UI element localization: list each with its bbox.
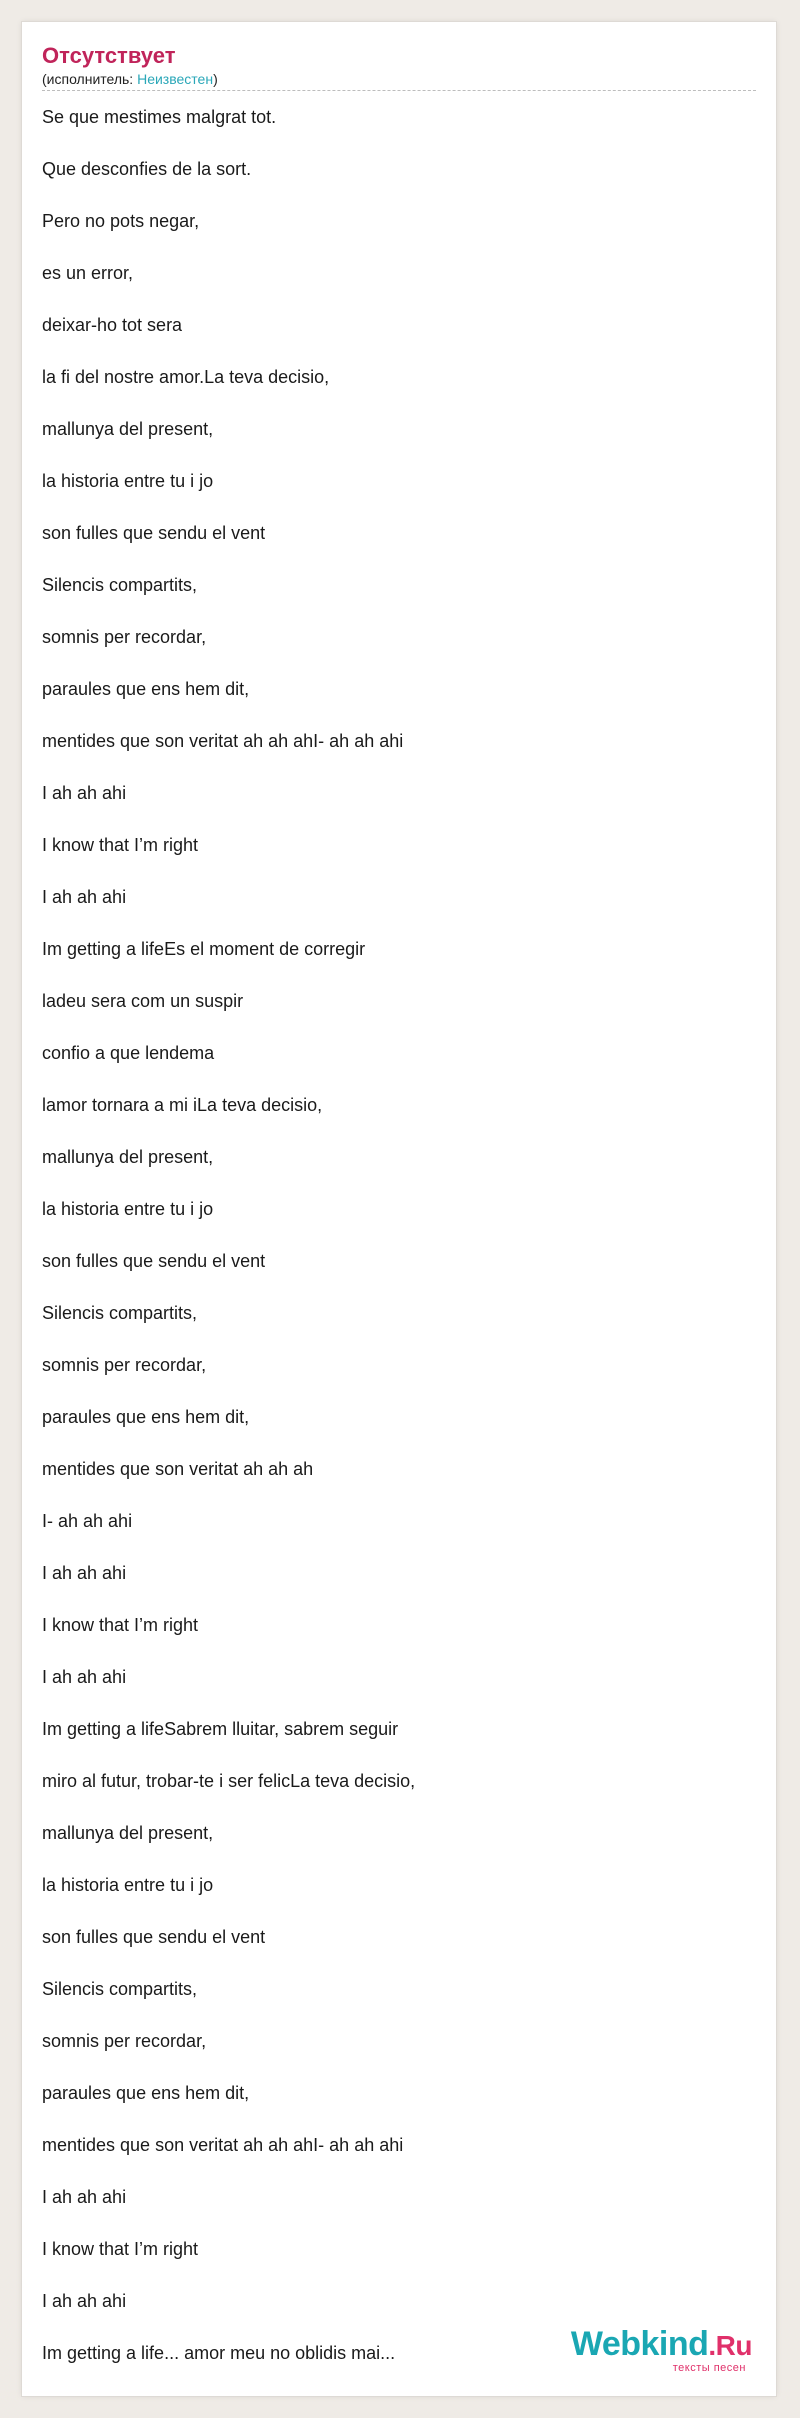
lyric-line: I know that I’m right [42, 1615, 199, 1635]
lyric-line: mallunya del present, [42, 1823, 214, 1843]
lyric-line: mentides que son veritat ah ah ahI- ah ah ahi [42, 2135, 404, 2155]
lyric-line: somnis per recordar, [42, 1355, 207, 1375]
lyric-line: ladeu sera com un suspir [42, 991, 244, 1011]
logo-tld: .Ru [708, 2330, 752, 2361]
lyric-line: paraules que ens hem dit, [42, 1407, 250, 1427]
lyric-line: I ah ah ahi [42, 887, 127, 907]
lyric-line: lamor tornara a mi iLa teva decisio, [42, 1095, 323, 1115]
logo-wordmark [571, 2324, 752, 2366]
webkind-logo[interactable] [562, 2324, 752, 2374]
song-header [42, 42, 756, 91]
lyric-line: somnis per recordar, [42, 627, 207, 647]
lyric-line: son fulles que sendu el vent [42, 1251, 266, 1271]
lyric-line: I ah ah ahi [42, 1563, 127, 1583]
lyric-line: somnis per recordar, [42, 2031, 207, 2051]
lyric-line: I know that I’m right [42, 835, 199, 855]
lyric-line: Im getting a life... amor meu no oblidis mai... [42, 2343, 396, 2363]
lyric-line: mentides que son veritat ah ah ahI- ah ah ahi [42, 731, 404, 751]
lyric-line: I ah ah ahi [42, 1667, 127, 1687]
lyric-line: Silencis compartits, [42, 1979, 198, 1999]
lyric-line: paraules que ens hem dit, [42, 2083, 250, 2103]
performer-prefix: (исполнитель: [42, 71, 138, 87]
lyric-line: I- ah ah ahi [42, 1511, 133, 1531]
lyric-line: I ah ah ahi [42, 2187, 127, 2207]
lyric-line: la historia entre tu i jo [42, 1875, 214, 1895]
lyric-line: Pero no pots negar, [42, 211, 200, 231]
lyric-line: mallunya del present, [42, 419, 214, 439]
lyric-line: la historia entre tu i jo [42, 1199, 214, 1219]
song-title: Отсутствует [42, 43, 176, 68]
lyric-line: la fi del nostre amor.La teva decisio, [42, 367, 330, 387]
lyric-line: Im getting a lifeEs el moment de corregir [42, 939, 366, 959]
lyric-line: I know that I’m right [42, 2239, 199, 2259]
lyric-line: deixar-ho tot sera [42, 315, 183, 335]
lyric-line: Silencis compartits, [42, 575, 198, 595]
lyric-line: son fulles que sendu el vent [42, 523, 266, 543]
lyric-line: la historia entre tu i jo [42, 471, 214, 491]
lyric-line: mentides que son veritat ah ah ah [42, 1459, 314, 1479]
logo-word: Webkind [570, 2325, 709, 2363]
performer-suffix: ) [213, 71, 218, 87]
lyric-line: son fulles que sendu el vent [42, 1927, 266, 1947]
performer-link[interactable]: Неизвестен [137, 71, 214, 87]
logo-tagline: тексты песен [672, 2362, 746, 2374]
lyric-line: miro al futur, trobar-te i ser felicLa teva decisio, [42, 1771, 416, 1791]
lyric-line: I ah ah ahi [42, 2291, 127, 2311]
lyric-line: mallunya del present, [42, 1147, 214, 1167]
lyric-line: paraules que ens hem dit, [42, 679, 250, 699]
lyric-line: Se que mestimes malgrat tot. [42, 107, 277, 127]
lyric-line: Silencis compartits, [42, 1303, 198, 1323]
lyrics-card [22, 22, 776, 2396]
lyric-line: confio a que lendema [42, 1043, 215, 1063]
performer-line [42, 70, 756, 91]
lyric-line: I ah ah ahi [42, 783, 127, 803]
lyric-line: es un error, [42, 263, 134, 283]
lyric-line: Im getting a lifeSabrem lluitar, sabrem seguir [42, 1719, 399, 1739]
lyrics-text [42, 102, 756, 2390]
lyric-line: Que desconfies de la sort. [42, 159, 252, 179]
